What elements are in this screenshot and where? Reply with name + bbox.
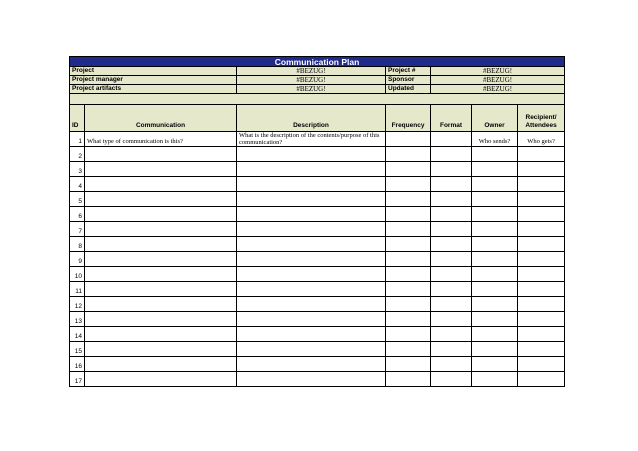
- row-id: 13: [70, 312, 85, 327]
- table-row: [70, 282, 565, 297]
- cell-description[interactable]: [237, 342, 386, 357]
- cell-frequency[interactable]: [386, 252, 431, 267]
- cell-frequency[interactable]: [386, 237, 431, 252]
- cell-description[interactable]: [237, 282, 386, 297]
- info-row-artifacts: [70, 85, 565, 94]
- cell-recipient[interactable]: [518, 207, 565, 222]
- cell-description[interactable]: [237, 372, 386, 387]
- cell-communication[interactable]: [85, 252, 237, 267]
- cell-communication[interactable]: [85, 297, 237, 312]
- communication-plan-table: [69, 56, 565, 387]
- cell-description[interactable]: [237, 267, 386, 282]
- cell-recipient[interactable]: [518, 252, 565, 267]
- cell-format[interactable]: [431, 132, 472, 147]
- table-row: [70, 222, 565, 237]
- cell-recipient[interactable]: [518, 297, 565, 312]
- cell-owner[interactable]: [472, 342, 518, 357]
- table-row: [70, 147, 565, 162]
- cell-description[interactable]: [237, 192, 386, 207]
- table-row: [70, 372, 565, 387]
- cell-communication[interactable]: [85, 207, 237, 222]
- cell-communication[interactable]: [85, 372, 237, 387]
- cell-description[interactable]: [237, 297, 386, 312]
- info-label: Sponsor: [386, 76, 431, 85]
- cell-frequency[interactable]: [386, 222, 431, 237]
- cell-format[interactable]: [431, 207, 472, 222]
- cell-format[interactable]: [431, 192, 472, 207]
- cell-recipient[interactable]: [518, 162, 565, 177]
- cell-owner[interactable]: [472, 327, 518, 342]
- cell-format[interactable]: [431, 222, 472, 237]
- communication-plan-sheet: [69, 56, 564, 387]
- cell-format[interactable]: [431, 312, 472, 327]
- cell-frequency[interactable]: [386, 372, 431, 387]
- row-id: 3: [70, 162, 85, 177]
- table-row: [70, 132, 565, 147]
- cell-owner[interactable]: [472, 267, 518, 282]
- cell-owner[interactable]: [472, 357, 518, 372]
- info-value[interactable]: #BEZUG!: [431, 85, 565, 94]
- cell-owner[interactable]: [472, 282, 518, 297]
- cell-owner[interactable]: [472, 192, 518, 207]
- row-id: 17: [70, 372, 85, 387]
- cell-communication[interactable]: [85, 327, 237, 342]
- cell-description[interactable]: What is the description of the contents/purpose of this communication?: [237, 132, 386, 147]
- row-id: 12: [70, 297, 85, 312]
- info-value[interactable]: #BEZUG!: [237, 76, 386, 85]
- cell-communication[interactable]: [85, 162, 237, 177]
- row-id: 15: [70, 342, 85, 357]
- cell-frequency[interactable]: [386, 267, 431, 282]
- info-value[interactable]: #BEZUG!: [431, 76, 565, 85]
- sheet-title: Communication Plan: [70, 57, 565, 67]
- info-label: Project: [70, 67, 237, 76]
- cell-recipient[interactable]: [518, 282, 565, 297]
- cell-description[interactable]: [237, 327, 386, 342]
- cell-frequency[interactable]: [386, 312, 431, 327]
- cell-recipient[interactable]: [518, 147, 565, 162]
- table-row: [70, 162, 565, 177]
- spacer-row: [70, 94, 565, 105]
- cell-recipient[interactable]: [518, 177, 565, 192]
- cell-frequency[interactable]: [386, 357, 431, 372]
- row-id: 7: [70, 222, 85, 237]
- cell-frequency[interactable]: [386, 132, 431, 147]
- table-row: [70, 357, 565, 372]
- cell-recipient[interactable]: [518, 192, 565, 207]
- cell-recipient[interactable]: [518, 267, 565, 282]
- cell-recipient[interactable]: [518, 327, 565, 342]
- table-row: [70, 312, 565, 327]
- cell-recipient[interactable]: [518, 312, 565, 327]
- table-row: [70, 192, 565, 207]
- table-row: [70, 207, 565, 222]
- row-id: 14: [70, 327, 85, 342]
- row-id: 1: [70, 132, 85, 147]
- cell-owner[interactable]: [472, 162, 518, 177]
- header-communication: Communication: [85, 105, 237, 132]
- cell-owner[interactable]: [472, 297, 518, 312]
- cell-owner[interactable]: [472, 177, 518, 192]
- cell-communication[interactable]: [85, 357, 237, 372]
- cell-owner[interactable]: [472, 207, 518, 222]
- cell-description[interactable]: [237, 237, 386, 252]
- table-row: [70, 252, 565, 267]
- table-row: [70, 342, 565, 357]
- cell-communication[interactable]: [85, 342, 237, 357]
- cell-owner[interactable]: [472, 372, 518, 387]
- cell-communication[interactable]: [85, 312, 237, 327]
- cell-description[interactable]: [237, 177, 386, 192]
- row-id: 6: [70, 207, 85, 222]
- cell-description[interactable]: [237, 222, 386, 237]
- cell-description[interactable]: [237, 312, 386, 327]
- cell-communication[interactable]: [85, 147, 237, 162]
- cell-frequency[interactable]: [386, 207, 431, 222]
- info-label: Project manager: [70, 76, 237, 85]
- cell-format[interactable]: [431, 372, 472, 387]
- info-label: Project artifacts: [70, 85, 237, 94]
- cell-frequency[interactable]: [386, 177, 431, 192]
- cell-communication[interactable]: [85, 282, 237, 297]
- cell-communication[interactable]: [85, 192, 237, 207]
- cell-format[interactable]: [431, 282, 472, 297]
- cell-frequency[interactable]: [386, 192, 431, 207]
- cell-communication[interactable]: What type of communication is this?: [85, 132, 237, 147]
- cell-recipient[interactable]: Who gets?: [518, 132, 565, 147]
- cell-owner[interactable]: [472, 252, 518, 267]
- cell-owner[interactable]: Who sends?: [472, 132, 518, 147]
- cell-description[interactable]: [237, 147, 386, 162]
- cell-owner[interactable]: [472, 147, 518, 162]
- header-id: ID: [70, 105, 85, 132]
- info-value[interactable]: #BEZUG!: [431, 67, 565, 76]
- cell-description[interactable]: [237, 207, 386, 222]
- cell-format[interactable]: [431, 162, 472, 177]
- cell-recipient[interactable]: [518, 222, 565, 237]
- info-label: Project #: [386, 67, 431, 76]
- cell-communication[interactable]: [85, 237, 237, 252]
- cell-format[interactable]: [431, 357, 472, 372]
- table-row: [70, 177, 565, 192]
- row-id: 2: [70, 147, 85, 162]
- cell-owner[interactable]: [472, 237, 518, 252]
- cell-communication[interactable]: [85, 177, 237, 192]
- cell-communication[interactable]: [85, 222, 237, 237]
- cell-format[interactable]: [431, 327, 472, 342]
- cell-frequency[interactable]: [386, 297, 431, 312]
- info-row-manager: [70, 76, 565, 85]
- table-row: [70, 297, 565, 312]
- cell-frequency[interactable]: [386, 282, 431, 297]
- table-row: [70, 267, 565, 282]
- row-id: 11: [70, 282, 85, 297]
- info-label: Updated: [386, 85, 431, 94]
- cell-communication[interactable]: [85, 267, 237, 282]
- row-id: 5: [70, 192, 85, 207]
- info-row-project: [70, 67, 565, 76]
- cell-frequency[interactable]: [386, 342, 431, 357]
- cell-description[interactable]: [237, 252, 386, 267]
- info-value[interactable]: #BEZUG!: [237, 85, 386, 94]
- cell-description[interactable]: [237, 162, 386, 177]
- spacer-cell: [70, 94, 565, 105]
- cell-frequency[interactable]: [386, 162, 431, 177]
- cell-recipient[interactable]: [518, 357, 565, 372]
- cell-format[interactable]: [431, 237, 472, 252]
- cell-recipient[interactable]: [518, 372, 565, 387]
- header-format: Format: [431, 105, 472, 132]
- cell-format[interactable]: [431, 177, 472, 192]
- row-id: 9: [70, 252, 85, 267]
- info-value[interactable]: #BEZUG!: [237, 67, 386, 76]
- row-id: 16: [70, 357, 85, 372]
- header-recipient: Recipient/ Attendees: [518, 105, 565, 132]
- cell-owner[interactable]: [472, 222, 518, 237]
- cell-recipient[interactable]: [518, 342, 565, 357]
- row-id: 8: [70, 237, 85, 252]
- cell-frequency[interactable]: [386, 327, 431, 342]
- cell-format[interactable]: [431, 342, 472, 357]
- cell-format[interactable]: [431, 252, 472, 267]
- cell-recipient[interactable]: [518, 237, 565, 252]
- cell-owner[interactable]: [472, 312, 518, 327]
- table-row: [70, 237, 565, 252]
- cell-description[interactable]: [237, 357, 386, 372]
- table-row: [70, 327, 565, 342]
- row-id: 4: [70, 177, 85, 192]
- header-frequency: Frequency: [386, 105, 431, 132]
- header-owner: Owner: [472, 105, 518, 132]
- cell-format[interactable]: [431, 147, 472, 162]
- cell-frequency[interactable]: [386, 147, 431, 162]
- cell-format[interactable]: [431, 267, 472, 282]
- cell-format[interactable]: [431, 297, 472, 312]
- row-id: 10: [70, 267, 85, 282]
- column-header-row: [70, 105, 565, 132]
- header-description: Description: [237, 105, 386, 132]
- title-row: [70, 57, 565, 67]
